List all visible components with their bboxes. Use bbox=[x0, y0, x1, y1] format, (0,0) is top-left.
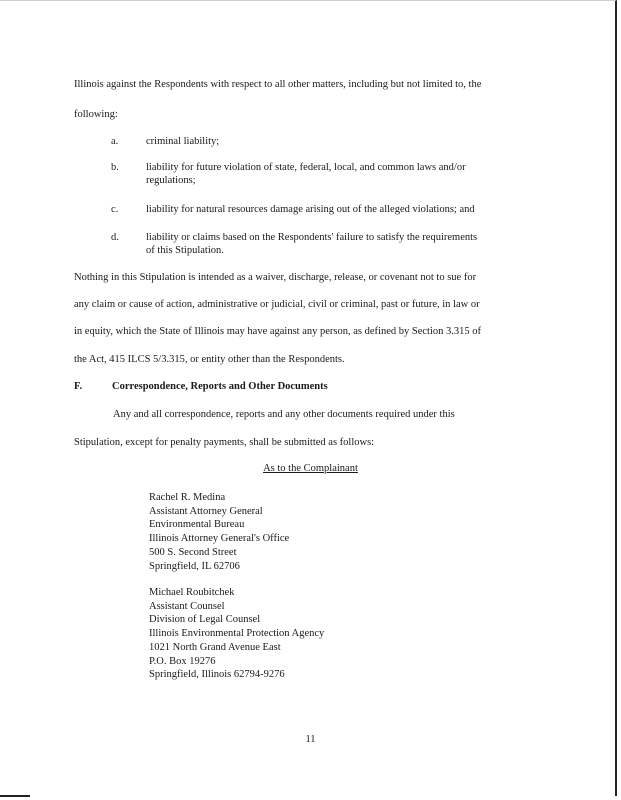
list-item-line: liability or claims based on the Respondents' failure to satisfy the requirements bbox=[146, 232, 478, 243]
list-item-line: liability for natural resources damage arising out of the alleged violations; and bbox=[146, 204, 475, 215]
list-item-line: liability for future violation of state, federal, local, and common laws and/or bbox=[146, 162, 466, 173]
address-line: P.O. Box 19276 bbox=[149, 655, 216, 667]
waiver-line-1: Nothing in this Stipulation is intended as a waiver, discharge, release, or covenant not to sue for bbox=[74, 272, 477, 283]
list-item-label: a. bbox=[111, 136, 119, 147]
address-line: Assistant Attorney General bbox=[149, 505, 263, 517]
address-line: Illinois Attorney General's Office bbox=[149, 533, 290, 545]
list-item-text bbox=[146, 203, 546, 216]
list-item-text bbox=[146, 135, 546, 148]
address-block-attorney-general bbox=[149, 491, 289, 573]
address-line: Division of Legal Counsel bbox=[149, 614, 261, 626]
list-item-label: d. bbox=[111, 232, 119, 243]
address-line: Illinois Environmental Protection Agency bbox=[149, 628, 325, 640]
intro-line-2: following: bbox=[74, 109, 118, 120]
list-item-line: regulations; bbox=[146, 175, 196, 186]
scan-edge-mark bbox=[0, 795, 30, 797]
address-line: Michael Roubitchek bbox=[149, 587, 235, 598]
address-line: Springfield, Illinois 62794-9276 bbox=[149, 669, 285, 681]
waiver-line-2: any claim or cause of action, administrative or judicial, civil or criminal, past or future, in law or bbox=[74, 299, 480, 310]
address-line: 500 S. Second Street bbox=[149, 546, 237, 558]
section-para-line-1: Any and all correspondence, reports and any other documents required under this bbox=[113, 409, 455, 420]
intro-line-1: Illinois against the Respondents with respect to all other matters, including but not limited to, the bbox=[74, 79, 482, 90]
address-line: Assistant Counsel bbox=[149, 600, 225, 612]
complainant-heading-text: As to the Complainant bbox=[263, 463, 358, 474]
address-line: 1021 North Grand Avenue East bbox=[149, 641, 281, 653]
waiver-line-4: the Act, 415 ILCS 5/3.315, or entity other than the Respondents. bbox=[74, 354, 345, 365]
address-line: Rachel R. Medina bbox=[149, 492, 226, 503]
section-letter: F. bbox=[74, 381, 83, 392]
list-item-line: criminal liability; bbox=[146, 136, 220, 147]
address-block-epa bbox=[149, 586, 324, 682]
list-item-text bbox=[146, 161, 546, 187]
list-item-label: c. bbox=[111, 204, 119, 215]
list-item-label: b. bbox=[111, 162, 119, 173]
complainant-heading bbox=[0, 462, 621, 475]
address-line: Environmental Bureau bbox=[149, 519, 245, 531]
section-para-line-2: Stipulation, except for penalty payments, shall be submitted as follows: bbox=[74, 437, 375, 448]
waiver-line-3: in equity, which the State of Illinois may have against any person, as defined by Section 3.315 of bbox=[74, 326, 481, 337]
list-item-text bbox=[146, 231, 546, 257]
section-title: Correspondence, Reports and Other Documents bbox=[112, 381, 328, 392]
list-item-line: of this Stipulation. bbox=[146, 245, 224, 256]
address-line: Springfield, IL 62706 bbox=[149, 560, 240, 572]
page-number: 11 bbox=[305, 734, 316, 745]
